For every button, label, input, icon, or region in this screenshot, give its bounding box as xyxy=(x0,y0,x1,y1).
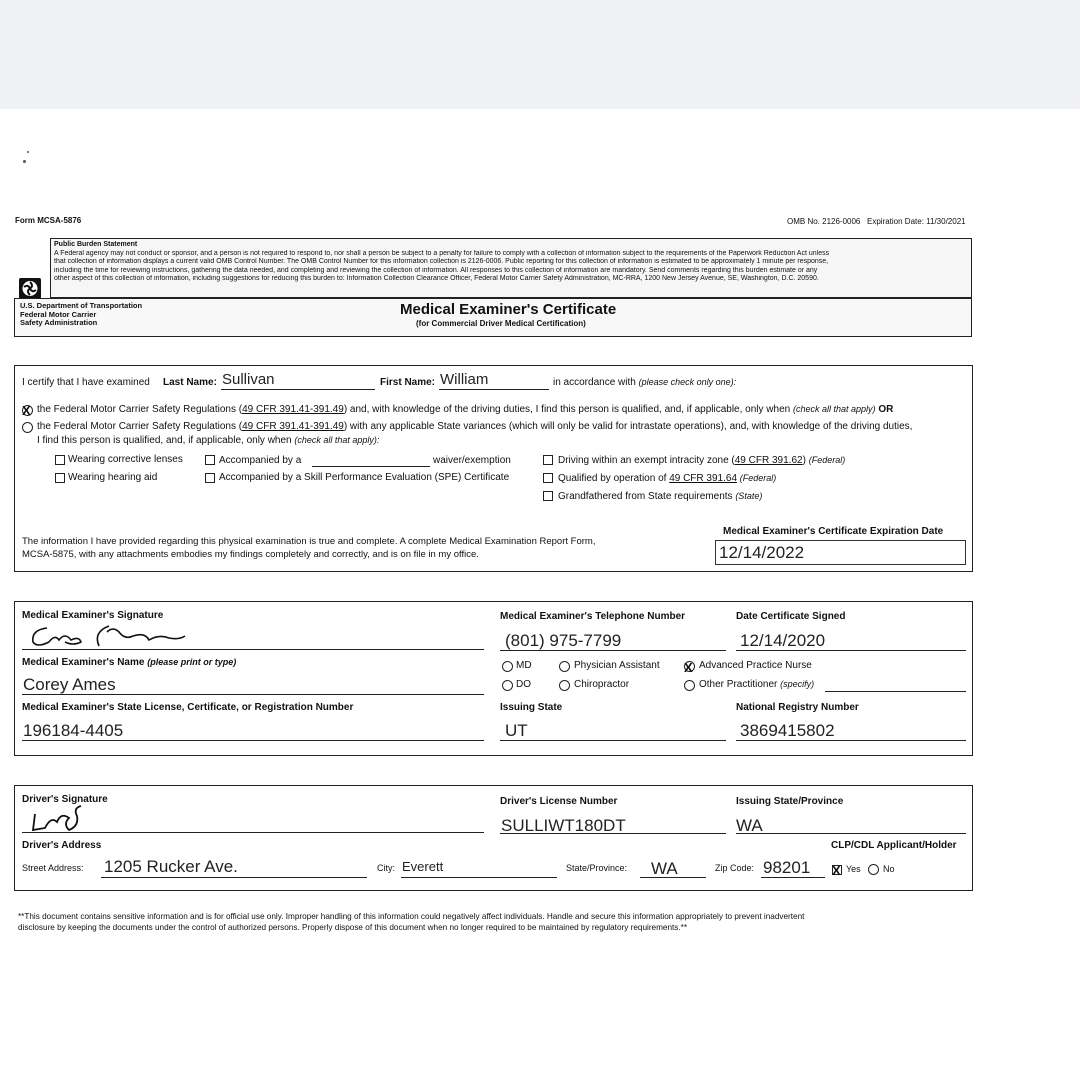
driver-signature[interactable] xyxy=(29,804,99,834)
lenses-checkbox[interactable] xyxy=(55,455,65,465)
grandfathered-checkbox[interactable] xyxy=(543,491,553,501)
first-name-field[interactable]: William xyxy=(440,371,489,388)
checked-x-icon: X xyxy=(684,660,693,675)
license-field[interactable]: 196184-4405 xyxy=(23,721,124,740)
waiver-checkbox[interactable] xyxy=(205,455,215,465)
spe-label: Accompanied by a Skill Performance Evaluation (SPE) Certificate xyxy=(219,472,510,483)
spe-checkbox[interactable] xyxy=(205,473,215,483)
checked-x-icon: X xyxy=(22,403,31,418)
phone-field[interactable]: (801) 975-7799 xyxy=(505,631,622,650)
city-label: City: xyxy=(377,863,395,873)
zip-label: Zip Code: xyxy=(715,863,755,873)
statement-line2: MCSA-5875, with any attachments embodies my findings completely and correctly, and is on file in my office. xyxy=(22,549,479,560)
last-name-field[interactable]: Sullivan xyxy=(222,371,275,388)
driver-section xyxy=(14,785,973,891)
cfr-link[interactable]: 49 CFR 391.41-391.49 xyxy=(242,421,344,432)
form-number: Form MCSA-5876 xyxy=(15,216,82,225)
issuing-state-field[interactable]: UT xyxy=(505,721,528,740)
scan-speck xyxy=(27,151,29,153)
burden-line: that collection of information displays a current valid OMB Control Number. The OMB Control Number for this information collection is 2126-0006. Public reporting for this collection of information is estimated to be approximately 1 minute per response, xyxy=(54,258,829,266)
examiner-name-field[interactable]: Corey Ames xyxy=(23,675,116,694)
waiver-label-post: waiver/exemption xyxy=(433,455,511,466)
chiropractor-radio[interactable] xyxy=(559,680,570,691)
expiration-field[interactable] xyxy=(715,540,966,565)
do-label: DO xyxy=(516,679,531,690)
first-name-label: First Name: xyxy=(380,377,436,388)
phone-label: Medical Examiner's Telephone Number xyxy=(500,611,686,622)
option-state-line2: I find this person is qualified, and, if applicable, only when (check all that apply): xyxy=(37,435,380,446)
date-signed-label: Date Certificate Signed xyxy=(736,611,846,622)
expiration-value: 12/14/2022 xyxy=(719,543,805,562)
registry-field[interactable]: 3869415802 xyxy=(740,721,835,740)
examiner-section xyxy=(14,601,973,756)
footer-line: disclosure by keeping the documents under the control of authorized persons. Properly dispose of this document when no longer required to be maintained by regulatory requirements.** xyxy=(18,923,688,932)
do-radio[interactable] xyxy=(502,680,513,691)
scan-speck xyxy=(23,160,26,163)
certify-intro: I certify that I have examined xyxy=(22,377,150,388)
expiration-label: Medical Examiner's Certificate Expiration Date xyxy=(723,526,944,537)
md-label: MD xyxy=(516,660,532,671)
clp-no-radio[interactable] xyxy=(868,864,879,875)
form-subtitle: (for Commercial Driver Medical Certification) xyxy=(416,319,586,328)
state-label: State/Province: xyxy=(566,863,628,873)
certification-section xyxy=(14,365,973,572)
issuing-state-label: Issuing State xyxy=(500,702,563,713)
driver-signature-label: Driver's Signature xyxy=(22,794,108,805)
chiropractor-label: Chiropractor xyxy=(574,679,630,690)
accordance-note: (please check only one): xyxy=(638,377,737,387)
examiner-name-label: Medical Examiner's Name (please print or type) xyxy=(22,657,237,668)
other-practitioner-field[interactable] xyxy=(825,691,966,692)
burden-title: Public Burden Statement xyxy=(54,241,138,248)
agency-line: Safety Administration xyxy=(20,318,98,327)
md-radio[interactable] xyxy=(502,661,513,672)
option-state-text: the Federal Motor Carrier Safety Regulations (49 CFR 391.41-391.49) with any applicable State variances (which will only be valid for intrastate operations), and, with knowledge of the driving duties, xyxy=(37,421,913,432)
other-practitioner-label: Other Practitioner (specify) xyxy=(699,679,815,690)
top-bar xyxy=(0,0,1080,109)
clp-yes-label: Yes xyxy=(846,864,861,874)
state-field[interactable]: WA xyxy=(651,859,678,878)
waiver-field[interactable] xyxy=(312,466,430,467)
pa-radio[interactable] xyxy=(559,661,570,672)
qualified-label: Qualified by operation of 49 CFR 391.64 (Federal) xyxy=(558,473,777,484)
driver-issuing-field[interactable]: WA xyxy=(736,816,763,835)
option-federal-text: the Federal Motor Carrier Safety Regulations (49 CFR 391.41-391.49) and, with knowledge of the driving duties, I find this person is qualified, and, if applicable, only when (check all that apply) OR xyxy=(37,404,894,415)
grandfathered-label: Grandfathered from State requirements (State) xyxy=(558,491,763,502)
driver-license-label: Driver's License Number xyxy=(500,796,618,807)
form-expiration: Expiration Date: 11/30/2021 xyxy=(867,217,966,226)
examiner-signature[interactable] xyxy=(29,622,189,650)
burden-line: including the time for reviewing instructions, gathering the data needed, and completing and reviewing the collection of information. All responses to this collection of information are mandatory. Send comments regarding this burden estimate or any xyxy=(54,266,818,274)
cfr-link[interactable]: 49 CFR 391.41-391.49 xyxy=(242,404,344,415)
agency-name xyxy=(20,302,142,328)
cfr-link[interactable]: 49 CFR 391.62 xyxy=(734,455,803,466)
lenses-label: Wearing corrective lenses xyxy=(68,454,183,465)
waiver-label-pre: Accompanied by a xyxy=(219,455,302,466)
cfr-link[interactable]: 49 CFR 391.64 xyxy=(669,473,738,484)
date-signed-field[interactable]: 12/14/2020 xyxy=(740,631,826,650)
qualified-checkbox[interactable] xyxy=(543,473,553,483)
burden-line: other aspect of this collection of information, including suggestions for reducing this burden to: Information Collection Clearance Officer, Federal Motor Carrier Safety Administration, MC-RRA, 1200 New Jersey Avenue, SE, Washington, D.C. 20590. xyxy=(54,275,819,283)
street-field[interactable]: 1205 Rucker Ave. xyxy=(104,857,238,876)
driver-license-field[interactable]: SULLIWT180DT xyxy=(501,816,626,835)
registry-label: National Registry Number xyxy=(736,702,859,713)
form-title: Medical Examiner's Certificate xyxy=(400,301,617,318)
zip-field[interactable]: 98201 xyxy=(763,858,811,877)
apn-label: Advanced Practice Nurse xyxy=(699,660,812,671)
hearing-checkbox[interactable] xyxy=(55,473,65,483)
agency-line: Federal Motor Carrier xyxy=(20,309,97,319)
dot-logo-icon xyxy=(19,278,41,299)
hearing-label: Wearing hearing aid xyxy=(68,472,158,483)
footer-line: **This document contains sensitive information and is for official use only. Improper handling of this information could negatively affect individuals. Handle and secure this information appropriately to prevent inadvertent xyxy=(18,912,805,921)
clp-label: CLP/CDL Applicant/Holder xyxy=(831,840,957,851)
omb-number: OMB No. 2126-0006 xyxy=(787,217,861,226)
clp-no-label: No xyxy=(883,864,895,874)
license-label: Medical Examiner's State License, Certificate, or Registration Number xyxy=(22,702,354,713)
option-state-radio[interactable] xyxy=(22,422,33,433)
accordance-text xyxy=(553,377,736,388)
agency-line: U.S. Department of Transportation xyxy=(20,301,143,310)
title-bar xyxy=(14,298,972,337)
public-burden-statement xyxy=(50,238,972,298)
city-field[interactable]: Everett xyxy=(402,859,444,874)
driver-issuing-label: Issuing State/Province xyxy=(736,796,844,807)
pa-label: Physician Assistant xyxy=(574,660,660,671)
burden-line: A Federal agency may not conduct or sponsor, and a person is not required to respond to, nor shall a person be subject to a penalty for failure to comply with a collection of information subject to the requirements of the Paperwork Reduction Act unless xyxy=(54,249,830,257)
statement-line1: The information I have provided regarding this physical examination is true and complete. A complete Medical Examination Report Form, xyxy=(22,536,596,547)
footer-notice xyxy=(18,911,804,933)
intracity-label: Driving within an exempt intracity zone (49 CFR 391.62) (Federal) xyxy=(558,455,846,466)
last-name-label: Last Name: xyxy=(163,377,217,388)
driver-address-label: Driver's Address xyxy=(22,840,102,851)
accordance-label: in accordance with xyxy=(553,377,636,388)
examiner-signature-label: Medical Examiner's Signature xyxy=(22,610,164,621)
street-label: Street Address: xyxy=(22,863,84,873)
checked-x-icon: X xyxy=(832,863,841,878)
other-practitioner-radio[interactable] xyxy=(684,680,695,691)
intracity-checkbox[interactable] xyxy=(543,455,553,465)
